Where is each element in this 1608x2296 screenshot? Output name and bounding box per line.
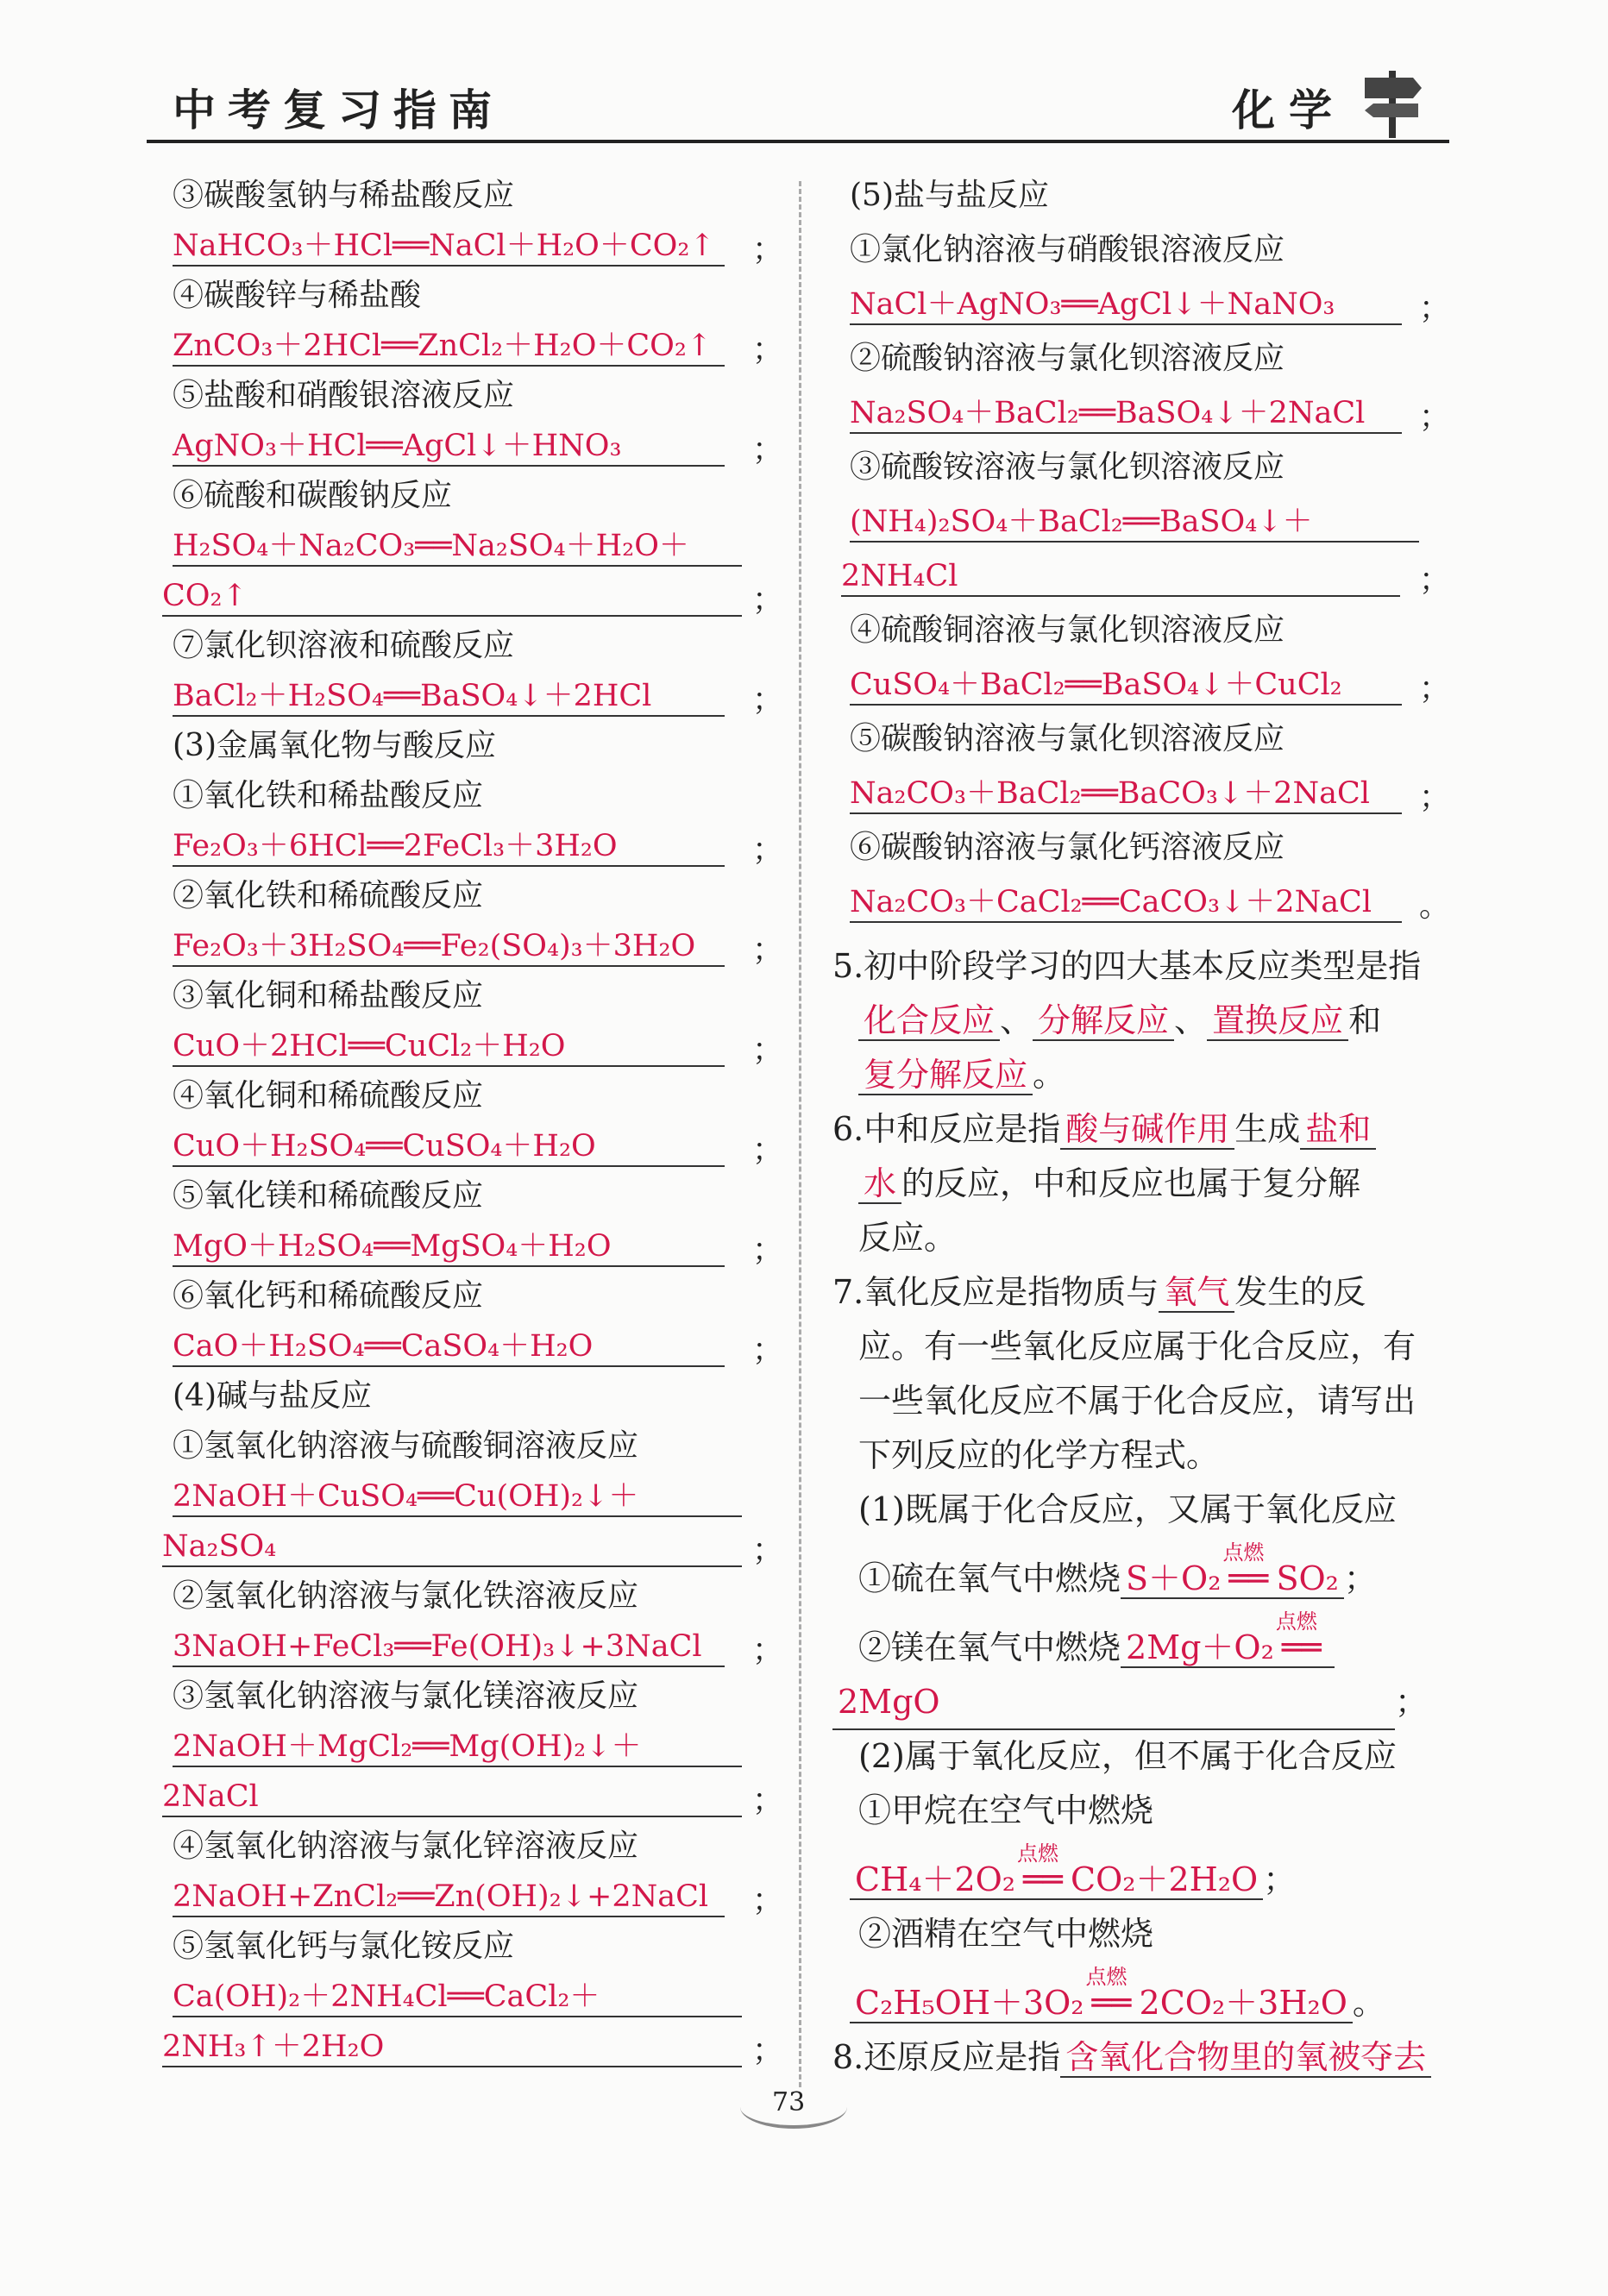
punctuation: ；	[752, 1883, 784, 1918]
question-text: (3)金属氧化物与酸反应	[173, 728, 496, 763]
paragraph-line	[858, 1374, 1416, 1427]
answer-blank: (NH₄)₂SO₄＋BaCl₂══BaSO₄↓＋	[850, 503, 1419, 543]
condition-arrow	[1084, 1965, 1140, 2029]
header-rule	[147, 140, 1449, 143]
answer-blank: 化合反应	[858, 1001, 1000, 1041]
question-text: ①氧化铁和稀盐酸反应	[173, 778, 484, 813]
punctuation: ；	[1343, 1559, 1377, 1597]
condition-arrow	[1221, 1540, 1276, 1605]
punctuation: ；	[1419, 562, 1451, 598]
answer-blank: CaO＋H₂SO₄══CaSO₄＋H₂O	[173, 1327, 725, 1367]
question-text: ②酒精在空气中燃烧	[858, 1915, 1154, 1953]
answer-blank	[850, 1841, 1263, 1900]
answer-equation-continued	[162, 1778, 742, 1817]
condition-arrow	[1015, 1841, 1071, 1906]
question-text: ④氧化铜和稀硫酸反应	[173, 1078, 484, 1113]
question-text: (5)盐与盐反应	[850, 178, 1049, 213]
subject-title: 化学	[1232, 85, 1346, 135]
question-text: (2)属于氧化反应，但不属于化合反应	[858, 1737, 1397, 1775]
question-text: ①甲烷在空气中燃烧	[858, 1791, 1154, 1829]
question-text: ⑤盐酸和硝酸银溶液反应	[173, 378, 515, 413]
answer-equation	[173, 1027, 725, 1067]
paragraph-line	[832, 2030, 1431, 2084]
question-text: 反应。	[858, 1219, 958, 1257]
question-text: ⑤氢氧化钙与氯化铵反应	[173, 1929, 515, 1964]
answer-blank: 酸与碱作用	[1060, 1110, 1234, 1150]
punctuation: ；	[752, 1032, 784, 1068]
question-text: ①氢氧化钠溶液与硫酸铜溶液反应	[173, 1428, 639, 1464]
page-number: 73	[772, 2087, 806, 2117]
punctuation: ；	[752, 432, 784, 467]
answer-blank	[1121, 1609, 1335, 1668]
punctuation: ；	[752, 682, 784, 718]
answer-equation-continued	[162, 2028, 742, 2067]
reactants: CH₄＋2O₂	[855, 1860, 1016, 1898]
condition-text: 点燃	[1085, 1965, 1127, 1989]
question-text: 8.还原反应是指	[832, 2038, 1061, 2076]
punctuation: ；	[1263, 1860, 1297, 1898]
question-text: ③硫酸铵溶液与氯化钡溶液反应	[850, 449, 1285, 485]
punctuation: ；	[1419, 780, 1451, 815]
question-text: 5.初中阶段学习的四大基本反应类型是指	[832, 947, 1422, 985]
answer-equation	[173, 1477, 742, 1517]
punctuation: ；	[752, 1533, 784, 1568]
products: 2CO₂＋3H₂O	[1139, 1984, 1347, 2022]
page-header	[147, 60, 1449, 147]
answer-blank: 2NaOH＋CuSO₄══Cu(OH)₂↓＋	[173, 1477, 742, 1517]
question-text: 6.中和反应是指	[832, 1110, 1061, 1148]
answer-blank: BaCl₂＋H₂SO₄══BaSO₄↓＋2HCl	[173, 677, 725, 717]
punctuation: ；	[1419, 671, 1451, 706]
punctuation: ；	[1395, 1683, 1429, 1721]
answer-equation	[850, 775, 1402, 814]
question-text: 、	[1000, 1001, 1033, 1039]
answer-equation	[173, 327, 725, 367]
answer-equation	[850, 394, 1402, 434]
punctuation: ；	[752, 582, 784, 618]
punctuation: ；	[752, 2033, 784, 2068]
paragraph-line	[858, 1048, 1065, 1101]
reaction-line	[850, 1965, 1385, 2029]
products: SO₂	[1276, 1559, 1339, 1597]
paragraph-line	[858, 1157, 1360, 1210]
answer-equation	[850, 666, 1402, 706]
paragraph-line	[858, 1428, 1219, 1482]
answer-equation	[850, 503, 1419, 543]
question-text: ②硫酸钠溶液与氯化钡溶液反应	[850, 341, 1285, 376]
question-text: ②氢氧化钠溶液与氯化铁溶液反应	[173, 1578, 639, 1614]
answer-blank: 水	[858, 1164, 901, 1204]
answer-equation-continued	[841, 557, 1400, 597]
answer-equation	[850, 883, 1402, 923]
answer-blank: Fe₂O₃＋3H₂SO₄══Fe₂(SO₄)₃＋3H₂O	[173, 927, 725, 967]
question-text: 的反应，中和反应也属于复分解	[901, 1164, 1361, 1202]
question-text: ⑤氧化镁和稀硫酸反应	[173, 1178, 484, 1214]
answer-equation-continued	[162, 1528, 742, 1567]
punctuation: ；	[752, 332, 784, 367]
answer-blank: Na₂SO₄	[162, 1528, 742, 1567]
condition-arrow	[1274, 1609, 1329, 1674]
paragraph-line	[832, 1265, 1366, 1319]
question-text: ⑥碳酸钠溶液与氯化钙溶液反应	[850, 830, 1285, 865]
question-text: ③氧化铜和稀盐酸反应	[173, 978, 484, 1013]
reactants: S＋O₂	[1126, 1559, 1222, 1597]
products: CO₂＋2H₂O	[1071, 1860, 1259, 1898]
question-text: 下列反应的化学方程式。	[858, 1436, 1220, 1474]
answer-blank: 分解反应	[1033, 1001, 1174, 1041]
answer-blank: H₂SO₄＋Na₂CO₃══Na₂SO₄＋H₂O＋	[173, 527, 742, 567]
punctuation: ；	[752, 1132, 784, 1168]
answer-equation	[173, 1728, 742, 1767]
answer-blank: CuO＋2HCl══CuCl₂＋H₂O	[173, 1027, 725, 1067]
question-text: ③氢氧化钠溶液与氯化镁溶液反应	[173, 1678, 639, 1714]
answer-blank: 置换反应	[1207, 1001, 1348, 1041]
column-divider	[799, 181, 801, 2087]
answer-equation	[850, 285, 1402, 325]
answer-blank: 含氧化合物里的氧被夺去	[1060, 2038, 1431, 2078]
answer-blank: ZnCO₃＋2HCl══ZnCl₂＋H₂O＋CO₂↑	[173, 327, 725, 367]
answer-equation	[173, 1227, 725, 1267]
answer-blank: 复分解反应	[858, 1056, 1033, 1095]
punctuation: ；	[752, 1333, 784, 1368]
punctuation: 。	[1352, 1984, 1385, 2022]
book-title: 中考复习指南	[173, 85, 504, 135]
condition-text: 点燃	[1275, 1609, 1317, 1634]
answer-equation	[173, 527, 742, 567]
question-text: ④硫酸铜溶液与氯化钡溶液反应	[850, 612, 1285, 648]
equals-sign: ══	[1091, 1984, 1132, 2022]
answer-blank: NaHCO₃＋HCl══NaCl＋H₂O＋CO₂↑	[173, 227, 725, 267]
condition-text: 点燃	[1222, 1540, 1265, 1565]
question-text: ①硫在氧气中燃烧	[858, 1559, 1121, 1597]
answer-equation	[173, 1628, 725, 1667]
question-text: ⑦氯化钡溶液和硫酸反应	[173, 628, 515, 663]
reactants: C₂H₅OH＋3O₂	[855, 1984, 1084, 2022]
paragraph-line	[858, 1784, 1153, 1837]
punctuation: ；	[752, 232, 784, 267]
question-text: 生成	[1234, 1110, 1301, 1148]
question-text: 和	[1348, 1001, 1382, 1039]
answer-blank: CuO＋H₂SO₄══CuSO₄＋H₂O	[173, 1127, 725, 1167]
question-text: 7.氧化反应是指物质与	[832, 1273, 1159, 1311]
question-text: ④碳酸锌与稀盐酸	[173, 278, 422, 313]
punctuation: ；	[1419, 399, 1451, 435]
answer-blank	[850, 1965, 1353, 2023]
signpost-icon	[1361, 66, 1423, 138]
paragraph-line	[832, 939, 1421, 993]
answer-equation-continued	[162, 577, 742, 617]
answer-blank: 2NaOH＋MgCl₂══Mg(OH)₂↓＋	[173, 1728, 742, 1767]
answer-blank: AgNO₃＋HCl══AgCl↓＋HNO₃	[173, 427, 725, 467]
answer-blank: Na₂SO₄＋BaCl₂══BaSO₄↓＋2NaCl	[850, 394, 1402, 434]
question-text: (4)碱与盐反应	[173, 1378, 372, 1414]
answer-blank: Fe₂O₃＋6HCl══2FeCl₃＋3H₂O	[173, 827, 725, 867]
question-text: 。	[1033, 1056, 1066, 1094]
punctuation: 。	[1419, 888, 1451, 924]
question-text: (1)既属于化合反应，又属于氧化反应	[858, 1490, 1397, 1528]
question-text: ⑥氧化钙和稀硫酸反应	[173, 1278, 484, 1314]
answer-equation	[173, 1978, 742, 2017]
question-text: ③碳酸氢钠与稀盐酸反应	[173, 178, 515, 213]
answer-equation	[173, 827, 725, 867]
reaction-line-continued	[832, 1675, 1428, 1730]
answer-blank: Na₂CO₃＋CaCl₂══CaCO₃↓＋2NaCl	[850, 883, 1402, 923]
reaction-line	[850, 1841, 1297, 1906]
punctuation: ；	[752, 932, 784, 968]
answer-blank: 2NaOH+ZnCl₂══Zn(OH)₂↓+2NaCl	[173, 1878, 725, 1917]
answer-blank: 2NH₃↑＋2H₂O	[162, 2028, 742, 2067]
equals-sign: ══	[1281, 1628, 1322, 1666]
question-text: 应。有一些氧化反应属于化合反应，有	[858, 1327, 1416, 1365]
answer-equation	[173, 677, 725, 717]
answer-blank: 2NH₄Cl	[841, 557, 1400, 597]
answer-equation	[173, 1878, 725, 1917]
paragraph-line	[858, 994, 1381, 1047]
answer-blank: Na₂CO₃＋BaCl₂══BaCO₃↓＋2NaCl	[850, 775, 1402, 814]
answer-blank: 2NaCl	[162, 1778, 742, 1817]
answer-blank: 盐和	[1300, 1110, 1376, 1150]
answer-equation	[173, 427, 725, 467]
condition-text: 点燃	[1017, 1841, 1059, 1866]
question-text: ④氢氧化钠溶液与氯化锌溶液反应	[173, 1829, 639, 1864]
punctuation: ；	[752, 1783, 784, 1818]
question-text: ⑤碳酸钠溶液与氯化钡溶液反应	[850, 721, 1285, 756]
answer-equation	[173, 1127, 725, 1167]
equals-sign: ══	[1023, 1860, 1063, 1898]
punctuation: ；	[752, 832, 784, 868]
answer-blank: CO₂↑	[162, 577, 742, 617]
punctuation: ；	[1419, 291, 1451, 326]
answer-equation	[173, 227, 725, 267]
question-text: ②镁在氧气中燃烧	[858, 1628, 1121, 1666]
reaction-line	[858, 1609, 1335, 1674]
question-text: 发生的反	[1234, 1273, 1366, 1311]
question-text: 、	[1174, 1001, 1208, 1039]
question-text: ②氧化铁和稀硫酸反应	[173, 878, 484, 913]
paragraph-line	[858, 1729, 1397, 1783]
question-text: ①氯化钠溶液与硝酸银溶液反应	[850, 232, 1285, 267]
answer-equation	[173, 1327, 725, 1367]
equals-sign: ══	[1228, 1559, 1269, 1597]
punctuation: ；	[752, 1633, 784, 1668]
answer-equation	[173, 927, 725, 967]
reactants: 2Mg＋O₂	[1126, 1628, 1274, 1666]
answer-blank: NaCl＋AgNO₃══AgCl↓＋NaNO₃	[850, 285, 1402, 325]
answer-blank: MgO＋H₂SO₄══MgSO₄＋H₂O	[173, 1227, 725, 1267]
question-text: 一些氧化反应不属于化合反应，请写出	[858, 1382, 1416, 1420]
answer-blank: 氧气	[1159, 1273, 1234, 1313]
question-text: ⑥硫酸和碳酸钠反应	[173, 478, 453, 513]
answer-blank: CuSO₄＋BaCl₂══BaSO₄↓＋CuCl₂	[850, 666, 1402, 706]
answer-blank	[1121, 1540, 1344, 1599]
answer-blank: Ca(OH)₂＋2NH₄Cl══CaCl₂＋	[173, 1978, 742, 2017]
answer-blank: 2MgO	[832, 1675, 1395, 1730]
answer-blank: 3NaOH+FeCl₃══Fe(OH)₃↓+3NaCl	[173, 1628, 725, 1667]
paragraph-line	[858, 1320, 1416, 1373]
paragraph-line	[832, 1102, 1376, 1156]
paragraph-line	[858, 1211, 957, 1264]
punctuation: ；	[752, 1233, 784, 1268]
paragraph-line	[858, 1483, 1397, 1536]
